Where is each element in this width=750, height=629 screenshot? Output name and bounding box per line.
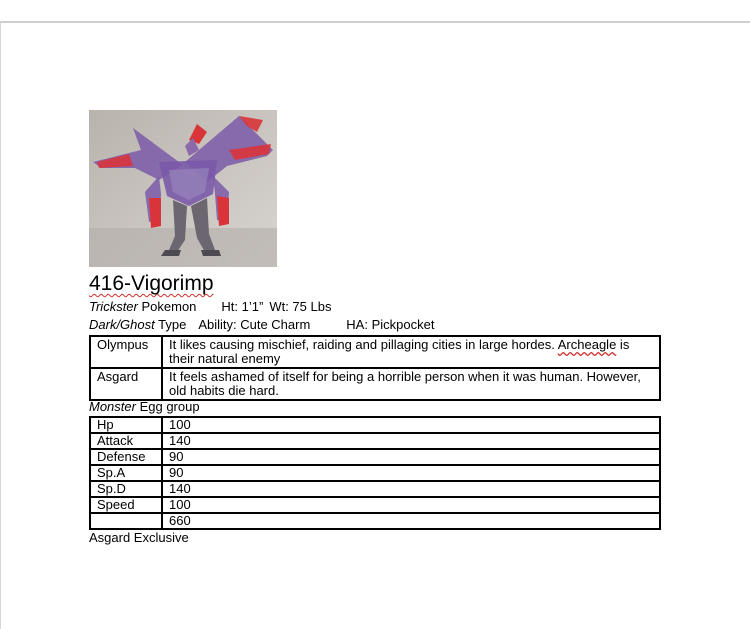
base-stats-table (89, 416, 661, 530)
dex-entry-text (162, 336, 660, 368)
category-line (89, 299, 331, 315)
type-line (89, 317, 434, 333)
page-left-edge (0, 23, 1, 629)
dex-entry-text: It feels ashamed of itself for being a horrible person when it was human. However, old habits die hard. (162, 368, 660, 400)
height-value: Ht: 1’1” (221, 299, 264, 314)
dex-entries-table (89, 335, 661, 401)
stat-row (90, 465, 660, 481)
misspelled-word: Archeagle (557, 337, 617, 352)
stat-value: 90 (162, 449, 660, 465)
stat-value: 140 (162, 433, 660, 449)
stat-name: Attack (90, 433, 162, 449)
pokemon-name-title: 416-Vigorimp (89, 272, 214, 295)
stat-row (90, 497, 660, 513)
stat-value: 100 (162, 417, 660, 433)
stat-row (90, 449, 660, 465)
dex-entry-row (90, 336, 660, 368)
type-name: Dark/Ghost (89, 317, 155, 332)
stat-name (90, 513, 162, 529)
exclusive-note: Asgard Exclusive (89, 530, 189, 545)
stat-name: Sp.A (90, 465, 162, 481)
dex-entry-row (90, 368, 660, 400)
dex-entry-region: Asgard (90, 368, 162, 400)
stat-name: Defense (90, 449, 162, 465)
pokemon-artwork (89, 110, 277, 267)
dex-entry-region: Olympus (90, 336, 162, 368)
dex-entry-text-part: is their natural enemy (169, 337, 630, 366)
egg-group-suffix: Egg group (135, 399, 200, 414)
dex-entry-text-part: It likes causing mischief, raiding and pillaging cities in large hordes. (169, 337, 558, 352)
stat-value: 100 (162, 497, 660, 513)
ability-value: Ability: Cute Charm (198, 317, 311, 332)
category-name: Trickster (89, 299, 138, 314)
stat-row (90, 417, 660, 433)
page-top-edge (0, 21, 750, 23)
stat-total-value: 660 (162, 513, 660, 529)
stat-name: Speed (90, 497, 162, 513)
stat-total-row (90, 513, 660, 529)
weight-value: Wt: 75 Lbs (269, 299, 332, 314)
category-suffix: Pokemon (137, 299, 197, 314)
stat-value: 90 (162, 465, 660, 481)
left-claw (149, 198, 161, 228)
stat-row (90, 481, 660, 497)
stat-row (90, 433, 660, 449)
egg-group-name: Monster (89, 399, 136, 414)
egg-group-line (89, 399, 200, 415)
stat-value: 140 (162, 481, 660, 497)
stat-name: Sp.D (90, 481, 162, 497)
pokemon-drawing (89, 110, 277, 267)
right-claw (217, 196, 229, 226)
hidden-ability-value: HA: Pickpocket (346, 317, 435, 332)
stat-name: Hp (90, 417, 162, 433)
type-suffix: Type (154, 317, 187, 332)
right-foot (201, 250, 221, 256)
